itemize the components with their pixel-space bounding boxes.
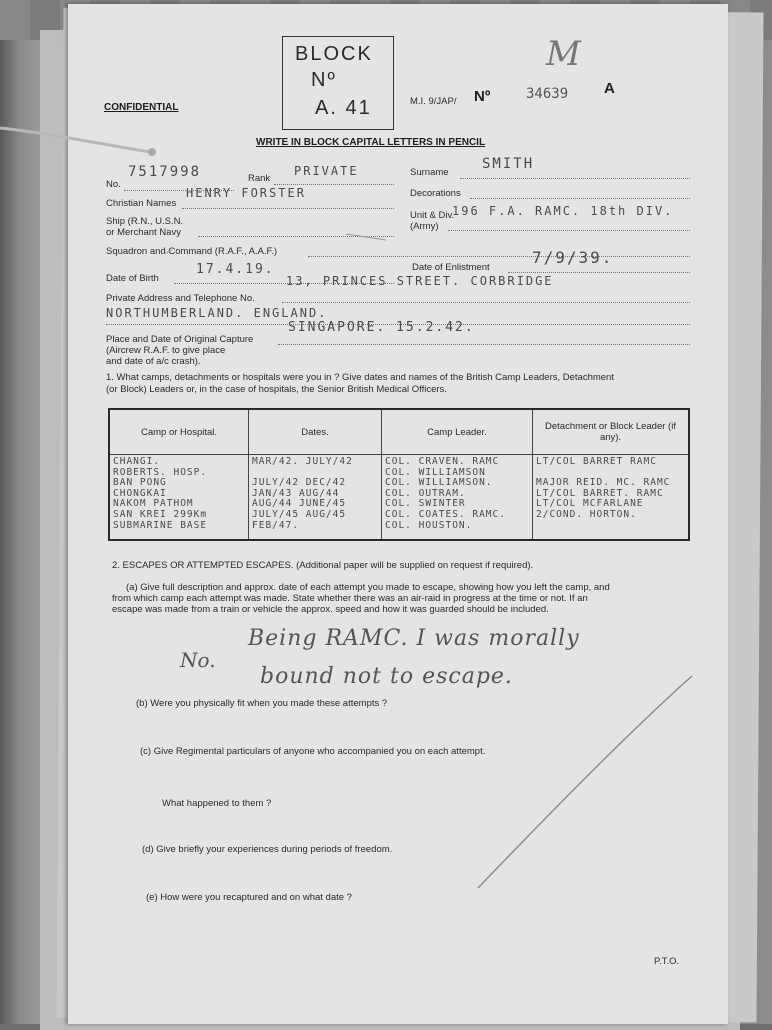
leader-entry: COL. OUTRAM.: [385, 488, 466, 499]
question2b: (b) Were you physically fit when you made these attempts ?: [136, 698, 388, 709]
document-page: [68, 4, 728, 1024]
question1-line2: (or Block) Leaders or, in the case of hospitals, the Senior British Medical Officers.: [106, 384, 447, 395]
capture-label-2: (Aircrew R.A.F. to give place: [106, 345, 226, 356]
serial-number: 34639: [526, 86, 569, 102]
surname-label: Surname: [410, 167, 449, 178]
ship-label: Ship (R.N., U.S.N.: [106, 216, 184, 227]
date-entry: JULY/42 DEC/42: [252, 478, 347, 489]
question2e: (e) How were you recaptured and on what date ?: [146, 892, 352, 903]
camp-entry: ROBERTS. HOSP.: [113, 467, 208, 478]
dob-value: 17.4.19.: [196, 262, 275, 277]
confidential-label: CONFIDENTIAL: [104, 102, 179, 113]
block-leader-entry: LT/COL BARRET RAMC: [536, 457, 657, 467]
answer-no: No.: [180, 648, 216, 672]
leader-entry: COL. WILLIAMSON.: [385, 478, 493, 489]
leader-entry: COL. SWINTER: [385, 499, 466, 510]
camp-entry: SAN KREI 299Km: [113, 509, 208, 520]
initial-mark: M: [546, 34, 581, 74]
block-value: A. 41: [315, 97, 372, 119]
answer-line1: Being RAMC. I was morally: [248, 626, 580, 651]
pto-label: P.T.O.: [654, 956, 680, 967]
leader-entry: COL. CRAVEN. RAMC: [385, 457, 500, 467]
address-label: Private Address and Telephone No.: [106, 293, 255, 304]
date-entry: MAR/42. JULY/42: [252, 457, 353, 467]
header-camp-leader: Camp Leader.: [382, 409, 533, 455]
question2a-line3: escape was made from a train or vehicle the approx. speed and how it was guarded should be included.: [112, 604, 549, 615]
decorations-label: Decorations: [410, 188, 461, 199]
rank-label: Rank: [248, 173, 271, 184]
question2c: (c) Give Regimental particulars of anyone who accompanied you on each attempt.: [140, 746, 486, 757]
block-leader-entry: LT/COL MCFARLANE: [536, 499, 644, 510]
header-camp: Camp or Hospital.: [109, 409, 249, 455]
question1-line1: 1. What camps, detachments or hospitals were you in ? Give dates and names of the British Camp Leaders, Detachment: [106, 372, 614, 383]
unit-value: 196 F.A. RAMC. 18th DIV.: [452, 204, 674, 218]
cross-out-stroke: [68, 4, 728, 1024]
surname-value: SMITH: [482, 156, 535, 172]
dob-label: Date of Birth: [106, 273, 159, 284]
block-no-label: Nº: [311, 69, 337, 91]
capture-value: SINGAPORE. 15.2.42.: [288, 320, 475, 335]
rank-value: PRIVATE: [294, 164, 359, 178]
ship-label-2: or Merchant Navy: [106, 227, 181, 238]
serial-suffix: A: [604, 80, 615, 97]
camp-entry: BAN PONG: [113, 478, 167, 489]
enlistment-value: 7/9/39.: [532, 248, 614, 267]
string-tie: [0, 118, 160, 158]
number-label: Nº: [474, 88, 491, 105]
block-leader-entry: 2/COND. HORTON.: [536, 509, 637, 520]
unit-label-2: (Army): [410, 221, 439, 232]
camp-entry: CHANGI.: [113, 457, 161, 467]
instruction-heading: WRITE IN BLOCK CAPITAL LETTERS IN PENCIL: [256, 137, 486, 148]
question2d: (d) Give briefly your experiences during periods of freedom.: [142, 844, 393, 855]
christian-names-label: Christian Names: [106, 198, 177, 209]
header-dates: Dates.: [249, 409, 382, 455]
date-entry: JAN/43 AUG/44: [252, 488, 340, 499]
date-entry: JULY/45 AUG/45: [252, 509, 347, 520]
service-no-label: No.: [106, 179, 121, 190]
address-value-line2: NORTHUMBERLAND. ENGLAND.: [106, 306, 328, 320]
block-label: BLOCK: [295, 43, 373, 65]
capture-label-3: and date of a/c crash).: [106, 356, 201, 367]
question2a-line2: from which camp each attempt was made. State whether there was an air-raid in progress at the time or not. If an: [112, 593, 588, 604]
block-leader-entry: MAJOR REID. MC. RAMC: [536, 478, 671, 489]
mi-reference: M.I. 9/JAP/: [410, 96, 457, 107]
date-entry: FEB/47.: [252, 520, 300, 531]
answer-line2: bound not to escape.: [260, 664, 513, 689]
squadron-label: Squadron and Command (R.A.F., A.A.F.): [106, 246, 278, 257]
leader-entry: COL. COATES. RAMC.: [385, 509, 506, 520]
block-leader-entry: LT/COL BARRET. RAMC: [536, 488, 664, 499]
unit-label: Unit & Div.: [410, 210, 455, 221]
question2a-line1: (a) Give full description and approx. date of each attempt you made to escape, showing how you left the camp, and: [126, 582, 610, 593]
leader-entry: COL. HOUSTON.: [385, 520, 473, 531]
christian-names-value: HENRY FORSTER: [186, 186, 306, 200]
enlistment-label: Date of Enlistment: [412, 262, 490, 273]
leader-entry: COL. WILLIAMSON: [385, 467, 486, 478]
service-no-value: 7517998: [128, 164, 202, 180]
camp-entry: CHONGKAI: [113, 488, 167, 499]
camp-entry: NAKOM PATHOM: [113, 499, 194, 510]
date-entry: AUG/44 JUNE/45: [252, 499, 347, 510]
header-block-leader: Detachment or Block Leader (if any).: [533, 409, 690, 455]
question2c-follow: What happened to them ?: [162, 798, 272, 809]
question2-title: 2. ESCAPES OR ATTEMPTED ESCAPES. (Additional paper will be supplied on request if required).: [112, 560, 534, 571]
camp-entry: SUBMARINE BASE: [113, 520, 208, 531]
capture-label: Place and Date of Original Capture: [106, 334, 254, 345]
address-value-line1: 13, PRINCES STREET. CORBRIDGE: [286, 274, 554, 288]
